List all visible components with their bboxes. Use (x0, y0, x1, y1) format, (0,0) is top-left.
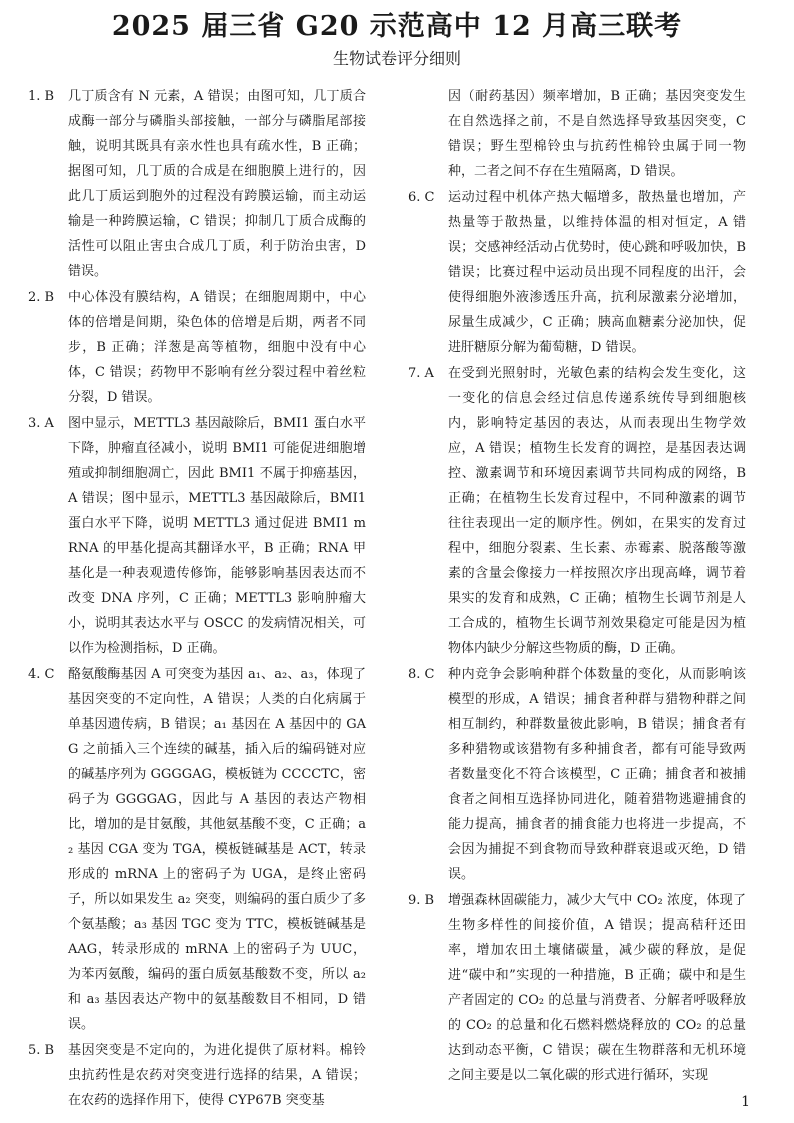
answer-explanation: 增强森林固碳能力，减少大气中 CO₂ 浓度，体现了生物多样性的间接价值，A 错误；提高秸秆还田率，增加农田土壤储碳量，减少碳的释放，是促进“碳中和”实现的一种措施，B 正确；碳中和是生产者固定的 CO₂ 的总量与消费者、分解者呼吸释放的 CO₂ 的总量和化石燃料燃烧释放的 CO₂ 的总量达到动态平衡，C 错误；碳在生物群落和无机环境之间主要是以二氧化碳的形式进行循环，实现 (448, 893, 746, 1083)
left-column (28, 84, 366, 1114)
answer-explanation: 图中显示，METTL3 基因敲除后，BMI1 蛋白水平下降，肿瘤直径减小，说明 BMI1 可能促进细胞增殖或抑制细胞凋亡，因此 BMI1 不属于抑癌基因，A 错误；图中显示，METTL3 基因敲除后，BMI1 蛋白水平下降，说明 METTL3 通过促进 BMI1 mRNA 的甲基化提高其翻译水平，B 正确；RNA 甲基化是一种表观遗传修饰，能够影响基因表达而不改变 DNA 序列，C 正确；METTL3 影响肿瘤大小，说明其表达水平与 OSCC 的发病情况相关，可以作为检测指标，D 正确。 (68, 416, 366, 656)
answer-number (408, 84, 448, 184)
answer-explanation: 几丁质含有 N 元素，A 错误；由图可知，几丁质合成酶一部分与磷脂头部接触，一部分与磷脂尾部接触，说明其既具有亲水性也具有疏水性，B 正确；据图可知，几丁质的合成是在细胞膜上进行的，因此几丁质运到胞外的过程没有跨膜运输，而主动运输是一种跨膜运输，C 错误；抑制几丁质合成酶的活性可以阻止害虫合成几丁质，利于防治虫害，D 错误。 (68, 89, 366, 279)
answer-explanation: 酪氨酸酶基因 A 可突变为基因 a₁、a₂、a₃，体现了基因突变的不定向性，A 错误；人类的白化病属于单基因遗传病，B 错误；a₁ 基因在 A 基因中的 GAG 之前插入三个连续的碱基，插入后的编码链对应的碱基序列为 GGGGAG，模板链为 CCCCTC，密码子为 GGGGAG，因此与 A 基因的表达产物相比，增加的是甘氨酸，其他氨基酸不变，C 正确；a₂ 基因 CGA 变为 TGA，模板链碱基是 ACT，转录形成的 mRNA 上的密码子为 UGA，是终止密码子，所以如果发生 a₂ 突变，则编码的蛋白质少了多个氨基酸；a₃ 基因 TGC 变为 TTC，模板链碱基是 AAG，转录形成的 mRNA 上的密码子为 UUC，为苯丙氨酸，编码的蛋白质氨基酸数不变，所以 a₂ 和 a₃ 基因表达产物中的氨基酸数目不相同，D 错误。 (68, 667, 366, 1032)
page-number: 1 (741, 1094, 750, 1110)
answer-number: 7. A (408, 366, 434, 381)
answer-item-9 (408, 888, 746, 1088)
answer-number: 2. B (28, 290, 55, 305)
page-subtitle: 生物试卷评分细则 (332, 49, 461, 68)
answer-number: 3. A (28, 416, 54, 431)
answer-number: 4. C (28, 667, 55, 682)
answer-explanation: 运动过程中机体产热大幅增多，散热量也增加，产热量等于散热量，以维持体温的相对恒定，A 错误；交感神经活动占优势时，使心跳和呼吸加快，B 错误；比赛过程中运动员出现不同程度的出汗，会使得细胞外液渗透压升高，抗利尿激素分泌增加，尿量生成减少，C 正确；胰高血糖素分泌加快，促进肝糖原分解为葡萄糖，D 错误。 (448, 190, 746, 355)
answer-explanation: 中心体没有膜结构，A 错误；在细胞周期中，中心体的倍增是间期，染色体的倍增是后期，两者不同步，B 正确；洋葱是高等植物，细胞中没有中心体，C 错误；药物甲不影响有丝分裂过程中着丝粒分裂，D 错误。 (68, 290, 366, 405)
answer-item-4 (28, 662, 366, 1037)
answer-number: 6. C (408, 190, 435, 205)
answer-explanation: 种内竞争会影响种群个体数量的变化，从而影响该模型的形成，A 错误；捕食者种群与猎物种群之间相互制约，种群数量彼此影响，B 错误；捕食者有多种猎物或该猎物有多种捕食者，都有可能导致两者数量变化不符合该模型，C 正确；捕食者和被捕食者之间相互选择协同进化，随着猎物逃避捕食的能力提高，捕食者的捕食能力也将进一步提高，不会因为捕捉不到食物而导致种群衰退或灭绝，D 错误。 (448, 667, 746, 882)
answer-number: 9. B (408, 893, 435, 908)
answer-item-1 (28, 84, 366, 284)
answer-number: 8. C (408, 667, 435, 682)
answer-explanation: 因（耐药基因）频率增加，B 正确；基因突变发生在自然选择之前，不是自然选择导致基因突变，C 错误；野生型棉铃虫与抗药性棉铃虫属于同一物种，二者之间不存在生殖隔离，D 错误。 (448, 89, 746, 179)
answer-item-8 (408, 662, 746, 887)
answer-item-5-continued (408, 84, 746, 184)
answer-item-6 (408, 185, 746, 360)
right-column (408, 84, 746, 1089)
answer-item-7 (408, 361, 746, 661)
answer-explanation: 基因突变是不定向的，为进化提供了原材料。棉铃虫抗药性是农药对突变进行选择的结果，A 错误；在农药的选择作用下，使得 CYP67B 突变基 (68, 1043, 366, 1108)
answer-item-5 (28, 1038, 366, 1113)
answer-number: 5. B (28, 1043, 55, 1058)
page-title: 2025 届三省 G20 示范高中 12 月高三联考 (111, 11, 683, 42)
answer-item-2 (28, 285, 366, 410)
answer-number: 1. B (28, 89, 55, 104)
answer-explanation: 在受到光照射时，光敏色素的结构会发生变化，这一变化的信息会经过信息传递系统传导到细胞核内，影响特定基因的表达，从而表现出生物学效应，A 错误；植物生长发育的调控，是基因表达调控、激素调节和环境因素调节共同构成的网络，B 正确；在植物生长发育过程中，不同种激素的调节往往表现出一定的顺序性。例如，在果实的发育过程中，细胞分裂素、生长素、赤霉素、脱落酸等激素的含量会像接力一样按照次序出现高峰，调节着果实的发育和成熟，C 正确；植物生长调节剂是人工合成的，植物生长调节剂效果稳定可能是因为植物体内缺少分解这些物质的酶，D 正确。 (448, 366, 746, 656)
answer-item-3 (28, 411, 366, 661)
